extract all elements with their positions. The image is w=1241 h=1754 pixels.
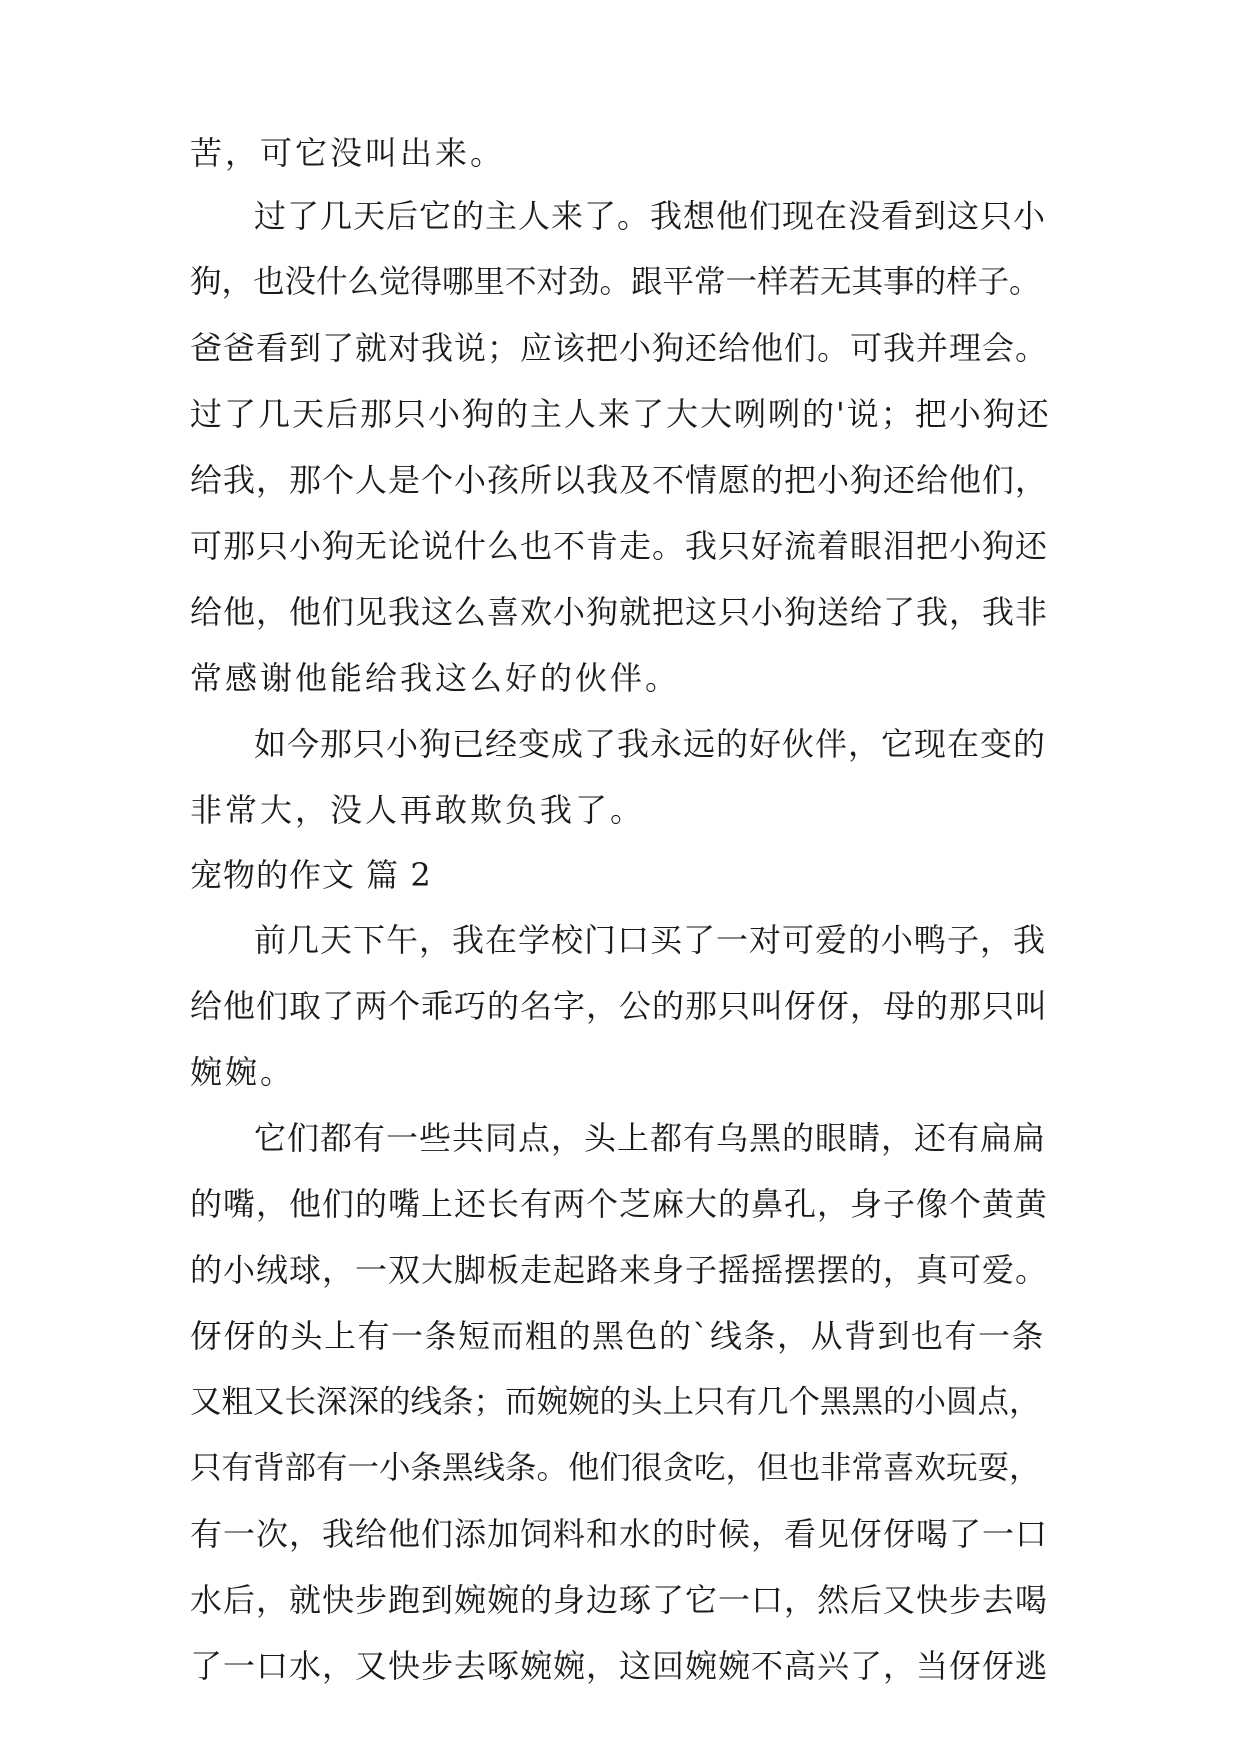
text-line: 狗，也没什么觉得哪里不对劲。跟平常一样若无其事的样子。 (190, 264, 1041, 300)
text-line: 有一次，我给他们添加饲料和水的时候，看见伢伢喝了一口 (190, 1515, 1049, 1553)
text-line: 了一口水，又快步去啄婉婉，这回婉婉不高兴了，当伢伢逃 (190, 1647, 1049, 1685)
text-line: 只有背部有一小条黑线条。他们很贪吃，但也非常喜欢玩耍， (190, 1450, 1041, 1486)
text-line: 婉婉。 (190, 1053, 296, 1091)
text-line: 非常大，没人再敢欺负我了。 (190, 791, 646, 829)
text-line: 伢伢的头上有一条短而粗的黑色的`线条，从背到也有一条 (190, 1317, 1046, 1355)
text-line: 过了几天后它的主人来了。我想他们现在没看到这只小 (254, 197, 1047, 235)
text-line: 过了几天后那只小狗的主人来了大大咧咧的'说；把小狗还 (190, 395, 1051, 433)
text-line: 水后，就快步跑到婉婉的身边琢了它一口，然后又快步去喝 (190, 1581, 1049, 1619)
text-line: 给他，他们见我这么喜欢小狗就把这只小狗送给了我，我非 (190, 593, 1049, 631)
text-line: 的嘴，他们的嘴上还长有两个芝麻大的鼻孔，身子像个黄黄 (190, 1185, 1049, 1223)
text-line: 它们都有一些共同点，头上都有乌黑的眼睛，还有扁扁 (254, 1119, 1047, 1157)
text-line: 常感谢他能给我这么好的伙伴。 (190, 659, 681, 697)
text-line: 苦，可它没叫出来。 (190, 134, 506, 172)
section-heading: 宠物的作文 篇 2 (190, 856, 432, 894)
text-line: 给我，那个人是个小孩所以我及不情愿的把小狗还给他们， (190, 461, 1049, 499)
text-line: 给他们取了两个乖巧的名字，公的那只叫伢伢，母的那只叫 (190, 987, 1049, 1025)
text-line: 爸爸看到了就对我说；应该把小狗还给他们。可我并理会。 (190, 329, 1049, 367)
text-line: 可那只小狗无论说什么也不肯走。我只好流着眼泪把小狗还 (190, 527, 1049, 565)
text-line: 又粗又长深深的线条；而婉婉的头上只有几个黑黑的小圆点， (190, 1384, 1041, 1420)
text-line: 前几天下午，我在学校门口买了一对可爱的小鸭子，我 (254, 921, 1047, 959)
text-line: 的小绒球，一双大脚板走起路来身子摇摇摆摆的，真可爱。 (190, 1251, 1049, 1289)
text-line: 如今那只小狗已经变成了我永远的好伙伴，它现在变的 (254, 725, 1047, 763)
